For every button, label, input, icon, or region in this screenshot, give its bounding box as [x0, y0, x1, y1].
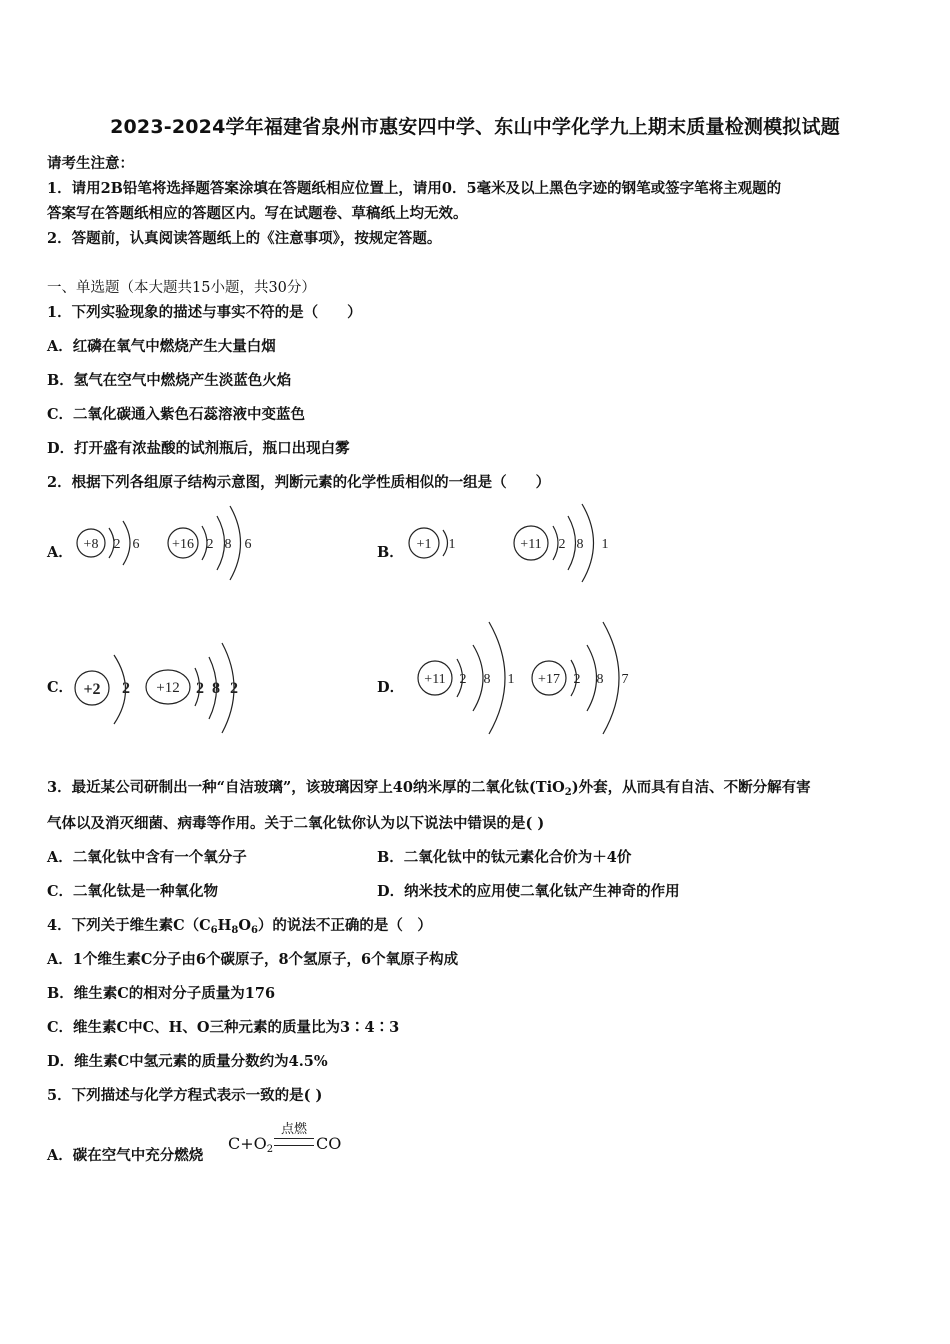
q5-eq-product: CO	[316, 1134, 342, 1153]
page-title: 2023-2024学年福建省泉州市惠安四中学、东山中学化学九上期末质量检测模拟试题	[110, 116, 840, 138]
q5-option-a-text: A．碳在空气中充分燃烧	[47, 1147, 204, 1164]
d2-shell-2: 8	[596, 672, 604, 687]
q4-mid-2: O	[238, 917, 251, 934]
q3-option-d: D．纳米技术的应用使二氧化钛产生神奇的作用	[377, 883, 680, 900]
a1-shell-1: 2	[113, 537, 121, 552]
a2-shell-3: 6	[244, 537, 252, 552]
q4-sub-1: 6	[210, 925, 218, 936]
b2-nucleus-label: +11	[520, 537, 542, 552]
q4-option-d: D．维生素C中氢元素的质量分数约为4.5%	[47, 1053, 328, 1070]
b1-shell-1: 1	[448, 537, 456, 552]
q3-stem-subscript: 2	[564, 787, 572, 798]
c2-shell-1: 2	[196, 680, 204, 697]
q5-stem: 5．下列描述与化学方程式表示一致的是( )	[47, 1087, 323, 1104]
d2-nucleus-label: +17	[538, 672, 560, 687]
c1-nucleus-label: +2	[83, 681, 101, 698]
d2-shell-3: 7	[621, 672, 629, 687]
q3-option-b: B．二氧化钛中的钛元素化合价为＋4价	[377, 849, 632, 866]
q1-stem: 1．下列实验现象的描述与事实不符的是（ ）	[47, 304, 362, 321]
notice-heading: 请考生注意：	[47, 155, 134, 172]
d1-shell-2: 8	[483, 672, 491, 687]
a1-nucleus-label: +8	[83, 537, 99, 552]
q4-sub-2: 8	[231, 925, 239, 936]
q3-stem-line-1	[47, 776, 811, 798]
b2-shell-3: 1	[601, 537, 609, 552]
q2-option-d-label: D．	[377, 679, 405, 696]
c2-shell-2: 8	[212, 680, 220, 697]
q4-option-c: C．维生素C中C、H、O三种元素的质量比为3∶4∶3	[47, 1019, 400, 1036]
a2-shell-1: 2	[206, 537, 214, 552]
q4-sub-3: 6	[250, 925, 258, 936]
q1-option-a: A．红磷在氧气中燃烧产生大量白烟	[47, 338, 276, 355]
b2-shell-1: 2	[558, 537, 566, 552]
q5-eq-equals-sign	[274, 1138, 314, 1146]
a2-nucleus-label: +16	[172, 537, 194, 552]
q2-option-b-label: B．	[377, 544, 404, 561]
q3-option-a: A．二氧化钛中含有一个氧分子	[47, 849, 247, 866]
q3-option-c: C．二氧化钛是一种氧化物	[47, 883, 219, 900]
c2-nucleus-label: +12	[156, 680, 180, 696]
q5-eq-condition: 点燃	[280, 1122, 307, 1137]
q1-option-b: B．氢气在空气中燃烧产生淡蓝色火焰	[47, 372, 292, 389]
c2-shell-3: 2	[230, 680, 238, 697]
d1-shell-1: 2	[459, 672, 467, 687]
notice-line-1: 1．请用2B铅笔将选择题答案涂填在答题纸相应位置上，请用0．5毫米及以上黑色字迹的钢笔或签字笔将主观题的	[47, 180, 782, 197]
q3-stem-part-b: )外套，从而具有自洁、不断分解有害	[571, 779, 811, 796]
q5-eq-subscript: 2	[266, 1144, 274, 1155]
section-heading: 一、单选题（本大题共15小题，共30分）	[47, 280, 316, 296]
q2-option-a-label: A．	[47, 544, 73, 561]
d2-shell-1: 2	[573, 672, 581, 687]
a1-shell-2: 6	[132, 537, 140, 552]
b2-shell-2: 8	[576, 537, 584, 552]
q3-stem-line-2: 气体以及消灭细菌、病毒等作用。关于二氧化钛你认为以下说法中错误的是( )	[47, 815, 545, 832]
q5-equation	[228, 1134, 273, 1155]
d1-nucleus-label: +11	[424, 672, 446, 687]
q4-mid-1: H	[217, 917, 232, 934]
q1-option-d: D．打开盛有浓盐酸的试剂瓶后，瓶口出现白雾	[47, 440, 350, 457]
d1-shell-3: 1	[507, 672, 515, 687]
a2-shell-2: 8	[224, 537, 232, 552]
q4-option-b: B．维生素C的相对分子质量为176	[47, 985, 276, 1002]
q2-stem: 2．根据下列各组原子结构示意图，判断元素的化学性质相似的一组是（ ）	[47, 474, 551, 491]
q4-stem	[47, 914, 432, 936]
c1-shell-1: 2	[122, 680, 130, 697]
b1-nucleus-label: +1	[416, 537, 432, 552]
q3-stem-part-a: 3．最近某公司研制出一种“自洁玻璃”，该玻璃因穿上40纳米厚的二氧化钛(TiO	[47, 779, 565, 796]
q4-stem-part-b: ）的说法不正确的是（ ）	[257, 917, 432, 934]
q4-stem-part-a: 4．下列关于维生素C（C	[47, 917, 211, 934]
q5-eq-reactants: C+O	[228, 1134, 267, 1153]
q1-option-c: C．二氧化碳通入紫色石蕊溶液中变蓝色	[47, 406, 306, 423]
notice-line-3: 2．答题前，认真阅读答题纸上的《注意事项》，按规定答题。	[47, 230, 442, 247]
notice-line-2: 答案写在答题纸相应的答题区内。写在试题卷、草稿纸上均无效。	[47, 205, 468, 222]
q2-option-c-label: C．	[47, 679, 74, 696]
q4-option-a: A．1个维生素C分子由6个碳原子，8个氢原子，6个氧原子构成	[47, 951, 459, 968]
